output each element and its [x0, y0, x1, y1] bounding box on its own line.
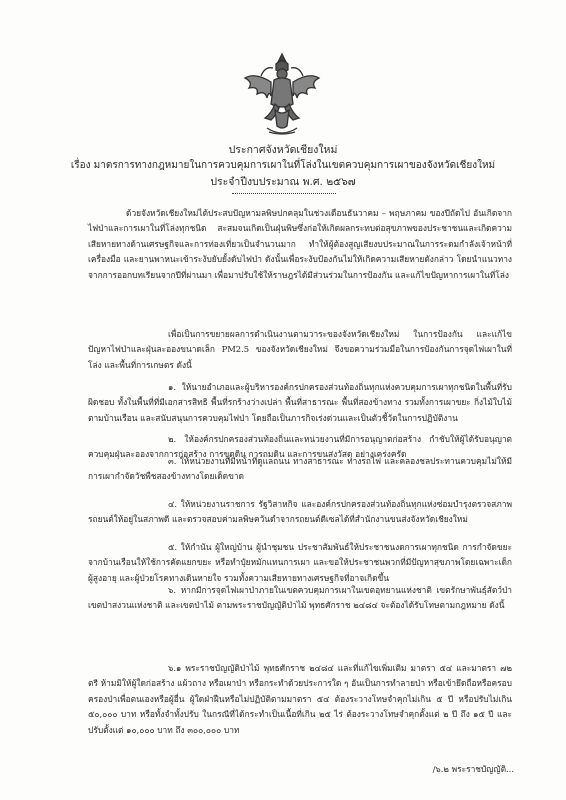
list-item [88, 380, 512, 426]
fiscal-year-line: ประจำปีงบประมาณ พ.ศ. ๒๕๖๗ [210, 176, 356, 188]
intro-paragraph [88, 206, 512, 283]
garuda-emblem-icon [241, 52, 323, 138]
item-6-1-text: ๖.๑ พระราชบัญญัติป่าไม้ พุทธศักราช ๒๔๘๔ และที่แก้ไขเพิ่มเติม มาตรา ๕๔ และมาตรา ๗๒ ตรี ห้ามมิให้ผู้ใดก่อสร้าง แผ้วถาง หรือเผาป่า หรือกระทำด้วยประการใด ๆ อันเป็นการทำลายป่า หรือเข้ายึดถือหรือครอบครองป่าเพื่อตนเองหรือผู้อื่น ผู้ใดฝ่าฝืนหรือไม่ปฏิบัติตามมาตรา ๕๔ ต้องระวางโทษจำคุกไม่เกิน ๕ ปี หรือปรับไม่เกิน ๕๐,๐๐๐ บาท หรือทั้งจำทั้งปรับ ในกรณีที่ได้กระทำเป็นเนื้อที่เกิน ๒๕ ไร่ ต้องระวางโทษจำคุกตั้งแต่ ๒ ปี ถึง ๑๕ ปี และปรับตั้งแต่ ๑๐,๐๐๐ บาท ถึง ๓๐๐,๐๐๐ บาท [88, 663, 512, 735]
title-separator [232, 193, 336, 194]
intro-text: ด้วยจังหวัดเชียงใหม่ได้ประสบปัญหามลพิษปกคลุมในช่วงเดือนธันวาคม – พฤษภาคม ของปีถัดไป อันเกิดจากไฟป่าและการเผาในที่โล่งทุกชนิด สะสมจนเกิดเป็นฝุ่นพิษซึ่งก่อให้เกิดผลกระทบต่อสุขภาพของประชาชนและเกิดความเสียหายทางด้านเศรษฐกิจและการท่องเที่ยวเป็นจำนวนมาก ทำให้ผู้ต้องสูญเสียงบประมาณในการระดมกำลังเจ้าหน้าที่ เครื่องมือ และยานพาหนะเข้าระงับยับยั้งดับไฟป่า ดังนั้นเพื่อระงับป้องกันไม่ให้เกิดความเสียหายดังกล่าว โดยนำแนวทางจากการออกบทเรียนจากปีที่ผ่านมา เพื่อมาปรับใช้ให้ราษฎรได้มีส่วนร่วมในการป้องกัน และแก้ไขปัญหาการเผาในที่โล่ง [88, 208, 512, 280]
item-1-text: ๑. ให้นายอำเภอและผู้บริหารองค์กรปกครองส่วนท้องถิ่นทุกแห่งควบคุมการเผาทุกชนิดในพื้นที่รับผิดชอบ ทั้งในพื้นที่ที่มีเอกสารสิทธิ พื้นที่รกร้างว่างเปล่า พื้นที่สาธารณะ พื้นที่สองข้างทาง รวมทั้งการเผาขยะ กิ่งไม้ใบไม้ตามบ้านเรือน และสนับสนุนการควบคุมไฟป่า โดยถือเป็นภารกิจเร่งด่วนและเป็นตัวชี้วัดในการปฏิบัติงาน [88, 382, 512, 423]
list-item [88, 583, 512, 614]
item-4-text: ๔. ให้หน่วยงานราชการ รัฐวิสาหกิจ และองค์กรปกครองส่วนท้องถิ่นทุกแห่งซ่อมบำรุงตรวจสภาพรถยนต์ให้อยู่ในสภาพดี และตรวจสอบค่ามลพิษควันดำจากรถยนต์ดีเซลได้ที่สำนักงานขนส่งจังหวัดเชียงใหม่ [88, 499, 512, 525]
item-6-text: ๖. หากมีการจุดไฟเผาป่าภายในเขตควบคุมการเผาในเขตอุทยานแห่งชาติ เขตรักษาพันธุ์สัตว์ป่า เขตป่าสงวนแห่งชาติ และเขตป่าไม้ ตามพระราชบัญญัติป่าไม้ พุทธศักราช ๒๔๘๔ จะต้องได้รับโทษตามกฎหมาย ดังนี้ [88, 585, 512, 611]
item-3-text: ๓. ให้หน่วยงานที่มีหน้าที่ดูแลถนน ทางสาธารณะ ทางรถไฟ และคลองชลประทานควบคุมไม่ให้มีการเผากำจัดวัชพืชสองข้างทางโดยเด็ดขาด [88, 456, 512, 482]
list-item [88, 454, 512, 485]
item-2-text: ๒. ให้องค์กรปกครองส่วนท้องถิ่นและหน่วยงานที่มีการอนุญาตก่อสร้าง กำชับให้ผู้ได้รับอนุญาตควบคุมฝุ่นละอองจากการก่อสร้าง การขุดดิน การถมดิน และการขนส่งวัสดุ อย่างเคร่งครัด [88, 434, 512, 460]
list-item [88, 540, 512, 586]
purpose-paragraph [88, 327, 512, 373]
page-continuation: /๖.๒ พระราชบัญญัติ... [432, 764, 514, 774]
list-item [88, 497, 512, 528]
item-5-text: ๕. ให้กำนัน ผู้ใหญ่บ้าน ผู้นำชุมชน ประชาสัมพันธ์ให้ประชาชนงดการเผาทุกชนิด การกำจัดขยะจากบ้านเรือนให้ใช้การคัดแยกขยะ หรือทำปุ๋ยหมักแทนการเผา และขอให้ประชาชนพวกที่มีปัญหาสุขภาพโดยเฉพาะเด็ก ผู้สูงอายุ และผู้ป่วยโรคทางเดินหายใจ รวมทั้งความเสียหายทางเศรษฐกิจที่อาจเกิดขึ้น [88, 542, 512, 583]
purpose-text: เพื่อเป็นการขยายผลการดำเนินงานตามวาระของจังหวัดเชียงใหม่ ในการป้องกัน และแก้ไขปัญหาไฟป่าและฝุ่นละอองขนาดเล็ก PM2.5 ของจังหวัดเชียงใหม่ จึงขอความร่วมมือในการป้องกันการจุดไฟเผาในที่โล่ง และพื้นที่การเกษตร ดังนี้ [88, 329, 512, 370]
list-item [88, 661, 512, 738]
announcement-subject: เรื่อง มาตรการทางกฎหมายในการควบคุมการเผาในที่โล่งในเขตควบคุมการเผาของจังหวัดเชียงใหม่ [70, 160, 496, 171]
announcement-title: ประกาศจังหวัดเชียงใหม่ [228, 144, 338, 156]
